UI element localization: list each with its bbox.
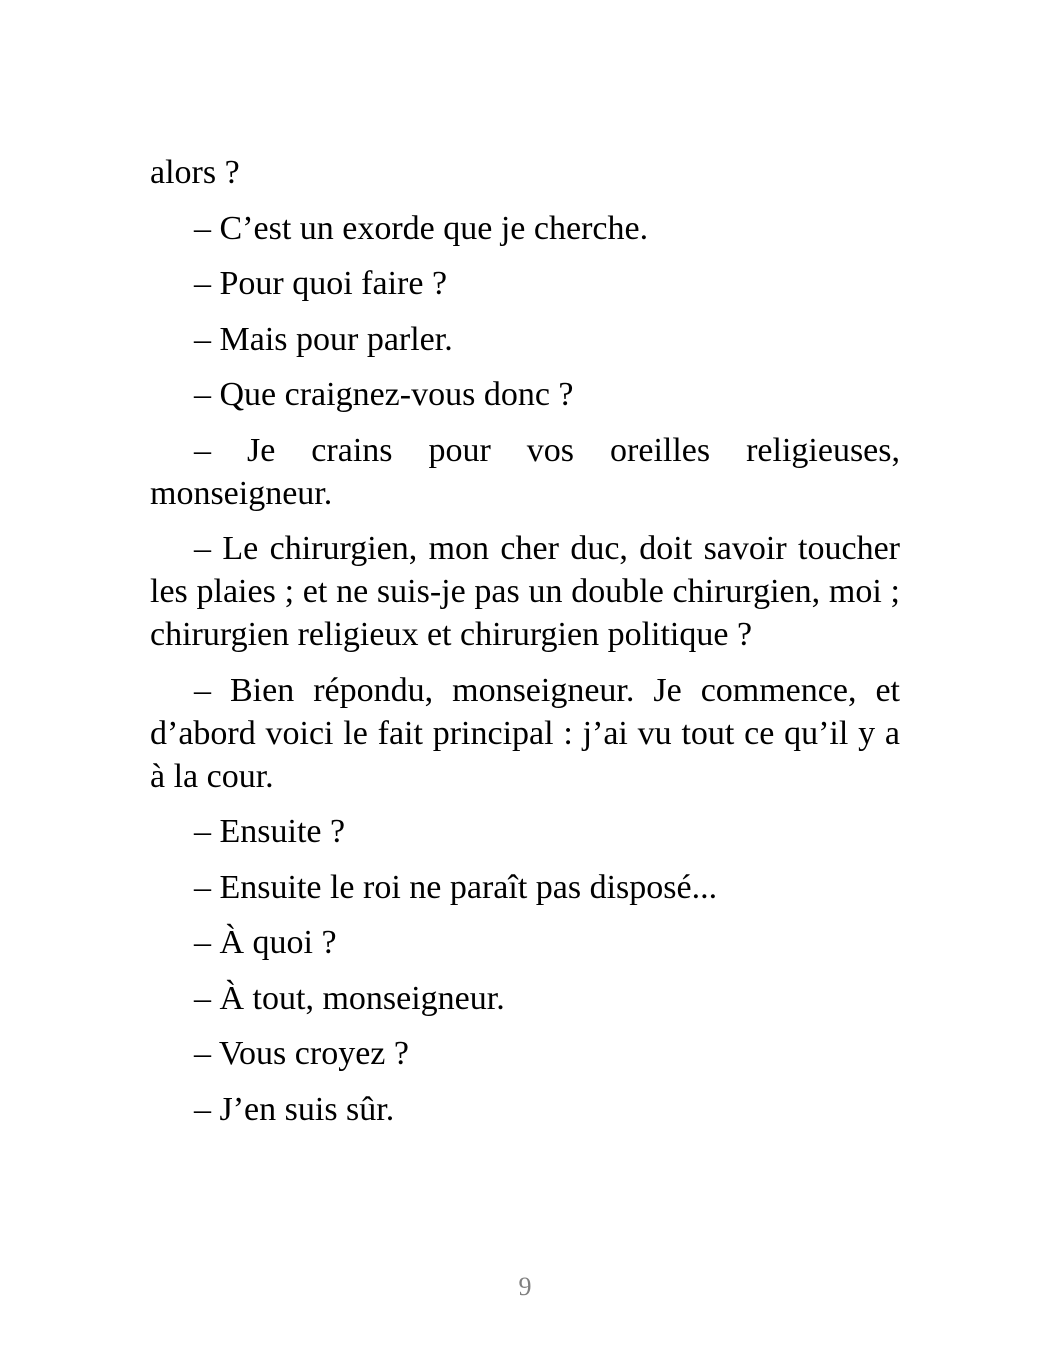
paragraph-dialogue: – Je crains pour vos oreilles religieuses, monseigneur. bbox=[150, 431, 900, 512]
paragraph-dialogue: – Bien répondu, monseigneur. Je commence, et d’abord voici le fait principal : j’ai vu tout ce qu’il y a à la cour. bbox=[150, 671, 900, 795]
paragraph-dialogue: – C’est un exorde que je cherche. bbox=[194, 209, 649, 247]
paragraph-dialogue: – J’en suis sûr. bbox=[194, 1090, 395, 1128]
page-number: 9 bbox=[518, 1272, 532, 1301]
paragraph-dialogue: – À tout, monseigneur. bbox=[194, 979, 505, 1017]
paragraph-dialogue: – À quoi ? bbox=[194, 924, 337, 961]
paragraph-dialogue: – Mais pour parler. bbox=[194, 320, 453, 358]
paragraph-dialogue: – Pour quoi faire ? bbox=[194, 265, 448, 302]
paragraph-dialogue: – Ensuite le roi ne paraît pas disposé... bbox=[194, 868, 718, 906]
paragraph-continuation: alors ? bbox=[150, 154, 240, 191]
paragraph-dialogue: – Que craignez-vous donc ? bbox=[194, 376, 574, 413]
paragraph-dialogue: – Vous croyez ? bbox=[194, 1035, 409, 1072]
paragraph-dialogue: – Le chirurgien, mon cher duc, doit savoir toucher les plaies ; et ne suis-je pas un double chirurgien, moi ; chirurgien religieux et chirurgien politique ? bbox=[150, 530, 900, 653]
page-body bbox=[150, 151, 900, 1143]
paragraph-dialogue: – Ensuite ? bbox=[194, 813, 346, 850]
